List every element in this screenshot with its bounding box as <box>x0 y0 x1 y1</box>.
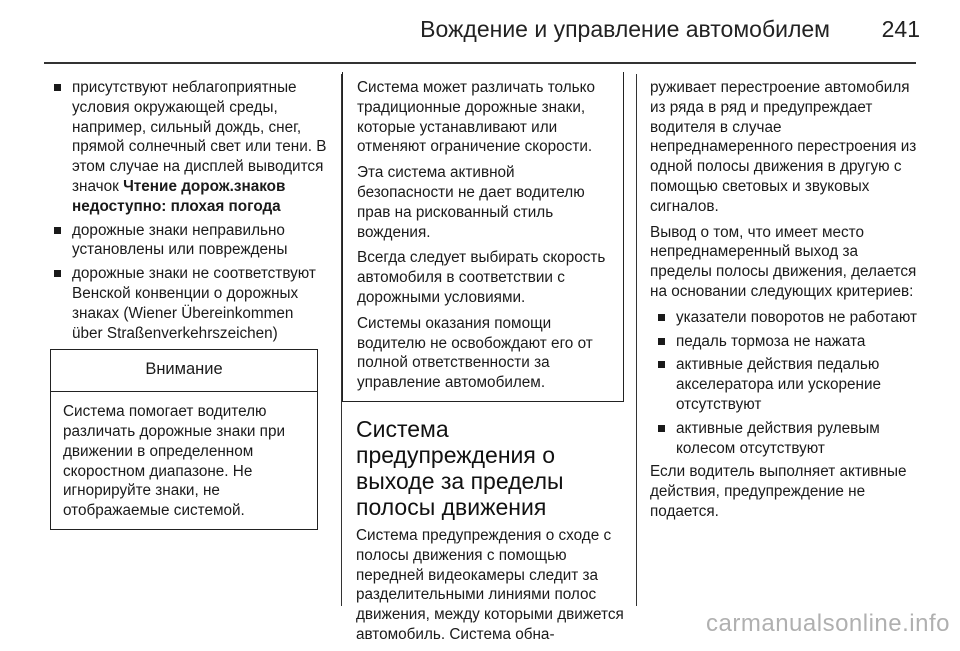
page-number: 241 <box>881 16 920 42</box>
list-item-text: присутствуют неблагоприятные условия окружающей среды, например, сильный дождь, снег, прямой солнечный свет или тени. В этом случае на дисплей выводится значок <box>72 79 327 195</box>
info-paragraph: Эта система активной безопасности не дает водителю прав на рискованный стиль вождения. <box>357 164 585 241</box>
section-paragraph: Система предупреждения о сходе с полосы движения с помощью передней видеокамеры следит за разделительными линиями полос движения, между которыми движется автомобиль. Система обна- <box>356 526 624 643</box>
header-divider <box>44 62 916 64</box>
list-item: педаль тормоза не нажата <box>656 332 924 352</box>
column-left <box>52 78 328 530</box>
list-item <box>52 78 328 217</box>
list-item: указатели поворотов не работают <box>656 308 924 328</box>
info-paragraph: Системы оказания помощи водителю не освобождают его от полной ответственности за управление автомобилем. <box>357 314 593 392</box>
page-header <box>0 0 960 64</box>
list-item <box>52 221 328 261</box>
warning-body: Система помогает водителю различать дорожные знаки при движении в определенном скоростном диапазоне. Не игнорируйте знаки, не отображаемые системой. <box>63 403 286 520</box>
status-message: Чтение дорож.знаков недоступно: плохая погода <box>72 177 286 215</box>
list-item: активные действия педалью акселератора или ускорение отсутствуют <box>656 355 924 414</box>
paragraph: Если водитель выполняет активные действия, предупреждение не подается. <box>650 463 907 520</box>
info-paragraph: Система может различать только традиционные дорожные знаки, которые устанавливают или отменяют ограничение скорости. <box>357 79 595 156</box>
paragraph: руживает перестроение автомобиля из ряда в ряд и предупреждает водителя в случае непреднамеренного перестроения из одной полосы движения в другую с помощью световых и звуковых сигналов. <box>650 79 917 215</box>
paragraph: Вывод о том, что имеет место непреднамеренный выход за пределы полосы движения, делается на основании следующих критериев: <box>650 223 917 300</box>
warning-box <box>50 349 318 530</box>
warning-title: Внимание <box>51 350 317 392</box>
column-divider <box>636 74 637 606</box>
list-item: активные действия рулевым колесом отсутствуют <box>656 419 924 459</box>
section-heading: Система предупреждения о выходе за пределы полосы движения <box>356 415 564 520</box>
page-title: Вождение и управление автомобилем <box>420 16 830 42</box>
list-item-text: дорожные знаки неправильно установлены или повреждены <box>72 221 288 259</box>
list-item-text: дорожные знаки не соответствуют Венской конвенции о дорожных знаках (Wiener Übereinkommen über Straßenverkehrszeichen) <box>72 265 316 342</box>
info-box <box>342 72 624 402</box>
watermark: carmanualsonline.info <box>706 610 950 637</box>
info-paragraph: Всегда следует выбирать скорость автомобиля в соответствии с дорожными условиями. <box>357 249 606 306</box>
column-right <box>650 78 924 528</box>
column-middle <box>356 72 624 651</box>
list-item <box>52 264 328 343</box>
